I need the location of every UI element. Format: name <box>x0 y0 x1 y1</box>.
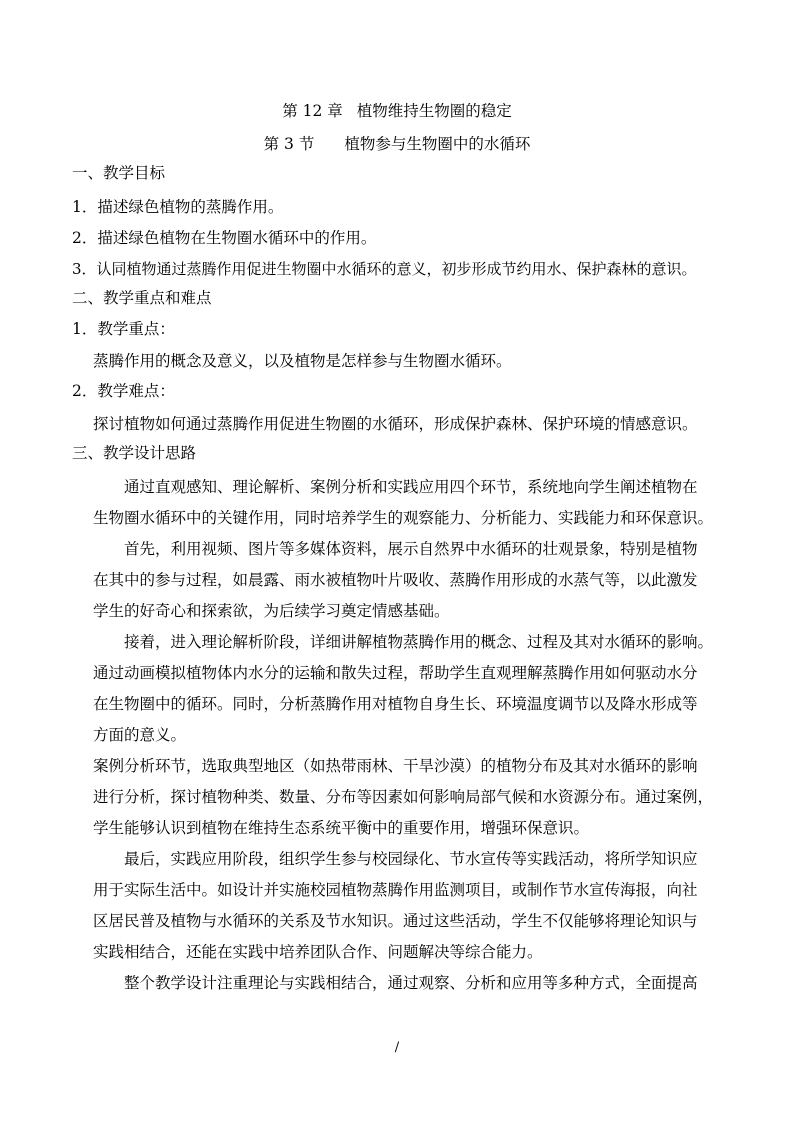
design-paragraph-line: 实践相结合，还能在实践中培养团队合作、问题解决等综合能力。 <box>93 943 543 961</box>
design-paragraph-line: 整个教学设计注重理论与实践相结合，通过观察、分析和应用等多种方式，全面提高 <box>124 974 698 992</box>
design-paragraph-line: 首先，利用视频、图片等多媒体资料，展示自然界中水循环的壮观景象，特别是植物 <box>124 540 698 558</box>
design-paragraph-line: 在其中的参与过程，如晨露、雨水被植物叶片吸收、蒸腾作用形成的水蒸气等，以此激发 <box>93 571 698 589</box>
design-paragraph-line: 接着，进入理论解析阶段，详细讲解植物蒸腾作用的概念、过程及其对水循环的影响。 <box>124 633 714 651</box>
heading-key-points: 二、教学重点和难点 <box>72 289 212 307</box>
design-paragraph-line: 通过直观感知、理论解析、案例分析和实践应用四个环节，系统地向学生阐述植物在 <box>124 478 698 496</box>
page-footer-marker: / <box>394 1040 400 1055</box>
design-paragraph-line: 最后，实践应用阶段，组织学生参与校园绿化、节水宣传等实践活动，将所学知识应 <box>124 850 698 868</box>
chapter-title <box>0 100 794 122</box>
goal-item: 2．描述绿色植物在生物圈水循环中的作用。 <box>72 229 377 247</box>
focus-text: 蒸腾作用的概念及意义，以及植物是怎样参与生物圈水循环。 <box>93 352 512 370</box>
design-paragraph-line: 在生物圈中的循环。同时，分析蒸腾作用对植物自身生长、环境温度调节以及降水形成等 <box>93 695 698 713</box>
design-paragraph-line: 进行分析，探讨植物种类、数量、分布等因素如何影响局部气候和水资源分布。通过案例， <box>93 788 714 806</box>
design-paragraph-line: 方面的意义。 <box>93 726 187 744</box>
difficulty-text: 探讨植物如何通过蒸腾作用促进生物圈的水循环，形成保护森林、保护环境的情感意识。 <box>93 415 698 433</box>
section-name: 植物参与生物圈中的水循环 <box>344 135 531 153</box>
design-paragraph-line: 通过动画模拟植物体内水分的运输和散失过程，帮助学生直观理解蒸腾作用如何驱动水分 <box>93 664 698 682</box>
design-paragraph-line: 学生能够认识到植物在维持生态系统平衡中的重要作用，增强环保意识。 <box>93 819 590 837</box>
design-paragraph-line: 用于实际生活中。如设计并实施校园植物蒸腾作用监测项目，或制作节水宣传海报，向社 <box>93 881 698 899</box>
focus-label: 1．教学重点： <box>72 320 175 338</box>
difficulty-label: 2．教学难点： <box>72 382 175 400</box>
goal-item: 3．认同植物通过蒸腾作用促进生物圈中水循环的意义，初步形成节约用水、保护森林的意识。 <box>72 260 697 278</box>
design-paragraph-line: 生物圈水循环中的关键作用，同时培养学生的观察能力、分析能力、实践能力和环保意识。 <box>93 509 714 527</box>
design-paragraph-line: 区居民普及植物与水循环的关系及节水知识。通过这些活动，学生不仅能够将理论知识与 <box>93 912 698 930</box>
chapter-label: 第 12 章 <box>282 102 343 120</box>
heading-design: 三、教学设计思路 <box>72 444 197 462</box>
chapter-name: 植物维持生物圈的稳定 <box>356 102 512 120</box>
section-label: 第 3 节 <box>263 135 315 153</box>
heading-goals: 一、教学目标 <box>72 164 166 182</box>
design-paragraph-line: 案例分析环节，选取典型地区（如热带雨林、干旱沙漠）的植物分布及其对水循环的影响 <box>93 757 698 775</box>
goal-item: 1．描述绿色植物的蒸腾作用。 <box>72 198 284 216</box>
design-paragraph-line: 学生的好奇心和探索欲，为后续学习奠定情感基础。 <box>93 602 450 620</box>
section-title <box>0 133 794 155</box>
